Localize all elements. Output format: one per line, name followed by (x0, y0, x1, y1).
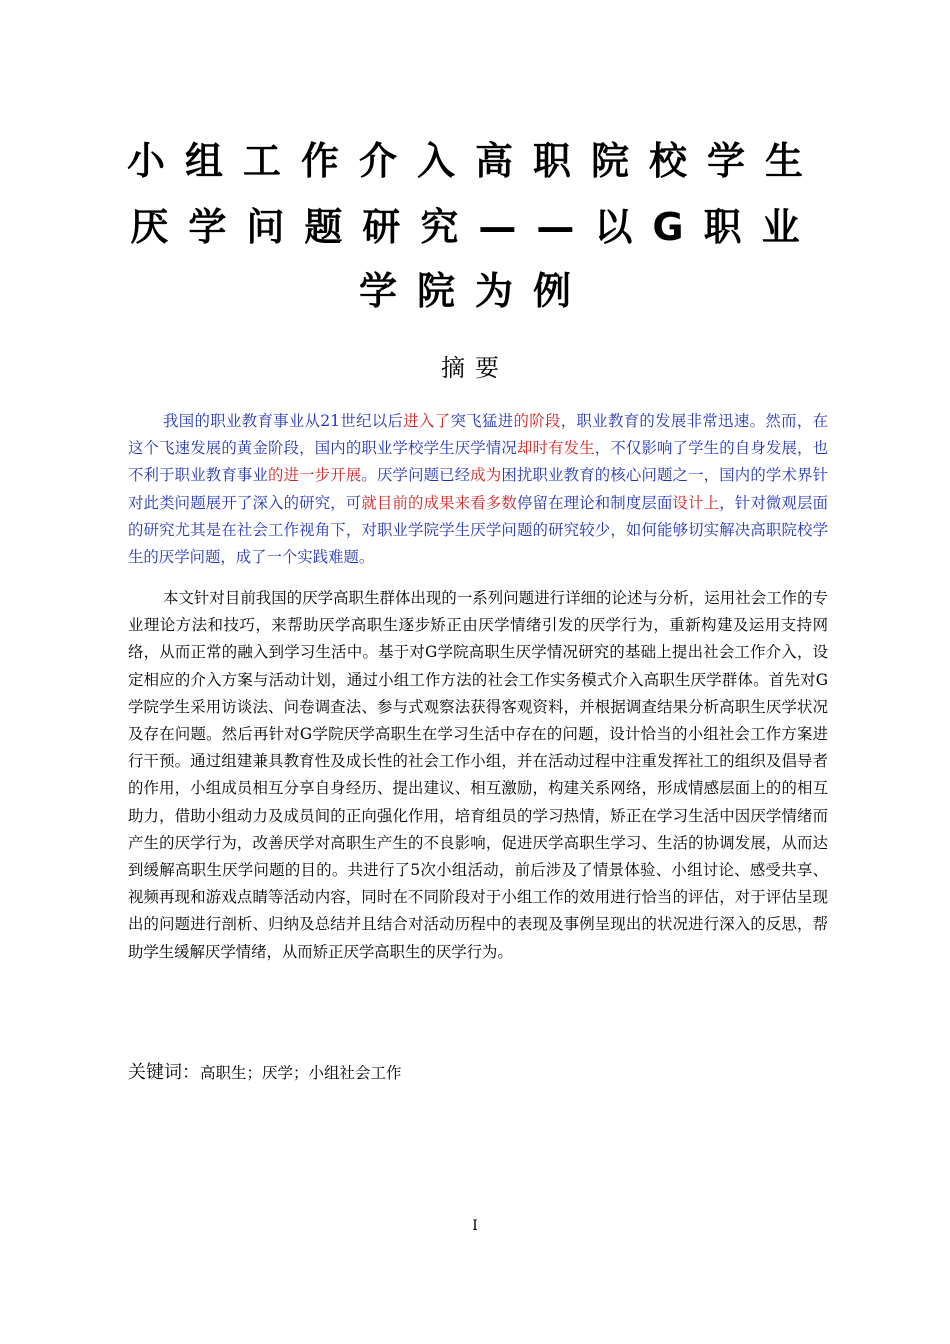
text-segment: 我国的职业教育事业从21世纪以后 (163, 412, 404, 430)
document-title-line-2: 厌学问题研究——以G职业 (130, 205, 820, 249)
document-title-line-1: 小组工作介入高职院校学生 (126, 139, 823, 183)
text-segment: 困扰职业教育的核心问题之一，国内的学术界针对此类问题展开了深入的研究，可 (128, 466, 828, 512)
text-segment: 成为 (470, 466, 502, 485)
text-segment: 的进一步开展 (268, 466, 362, 485)
text-segment: 设计上 (672, 493, 720, 512)
text-segment: 就目前的成果来看多数 (361, 493, 517, 512)
abstract-heading: 摘要 (441, 354, 509, 382)
keywords-label: 关键词： (128, 1062, 200, 1083)
page-number: I (472, 1218, 478, 1234)
text-segment: ，职业教育的发展非常迅速。然而，在这个飞速发展的黄金阶段，国内的职业学校学生厌学情况 (128, 412, 828, 458)
abstract-paragraph-2: 本文针对目前我国的厌学高职生群体出现的一系列问题进行详细的论述与分析，运用社会工作的专业理论方法和技巧，来帮助厌学高职生逐步矫正由厌学情绪引发的厌学行为，重新构建及运用支持网络，从而正常的融入到学习生活中。基于对G学院高职生厌学情况研究的基础上提出社会工作介入，设定相应的介入方案与活动计划，通过小组工作方法的社会工作实务模式介入高职生厌学群体。首先对G学院学生采用访谈法、问卷调查法、参与式观察法获得客观资料，并根据调查结果分析高职生厌学状况及存在问题。然后再针对G学院厌学高职生在学习生活中存在的问题，设计恰当的小组社会工作方案进行干预。通过组建兼具教育性及成长性的社会工作小组，并在活动过程中注重发挥社工的组织及倡导者的作用，小组成员相互分享自身经历、提出建议、相互激励，构建关系网络，形成情感层面上的的相互助力，借助小组动力及成员间的正向强化作用，培育组员的学习热情，矫正在学习生活中因厌学情绪而产生的厌学行为，改善厌学对高职生产生的不良影响，促进厌学高职生学习、生活的协调发展，从而达到缓解高职生厌学问题的目的。共进行了5次小组活动，前后涉及了情景体验、小组讨论、感受共享、视频再现和游戏点睛等活动内容，同时在不同阶段对于小组工作的效用进行恰当的评估，对于评估呈现出的问题进行剖析、归纳及总结并且结合对活动历程中的表现及事例呈现出的状况进行深入的反思，帮助学生缓解厌学情绪，从而矫正厌学高职生的厌学行为。 (128, 589, 828, 961)
document-title-line-3: 学院为例 (358, 269, 591, 313)
keywords (128, 1058, 402, 1084)
text-segment: 停留在理论和制度层面 (516, 493, 673, 512)
text-segment: ，针对微观层面的研究尤其是在社会工作视角下，对职业学院学生厌学问题的研究较少，如何能够切实解决高职院校学生的厌学问题，成了一个实践难题。 (128, 493, 828, 567)
abstract-paragraph-1 (128, 408, 828, 571)
keywords-values: 高职生；厌学；小组社会工作 (200, 1064, 402, 1082)
text-segment: 。厌学问题已经 (361, 466, 471, 485)
text-segment: 却时有发生 (516, 439, 595, 458)
text-segment: 的阶段 (513, 412, 561, 430)
text-segment: ，不仅影响了学生的自身发展，也不利于职业教育事业 (128, 439, 828, 485)
text-segment: 突飞猛进 (450, 412, 514, 430)
text-segment: 进入了 (403, 412, 451, 430)
